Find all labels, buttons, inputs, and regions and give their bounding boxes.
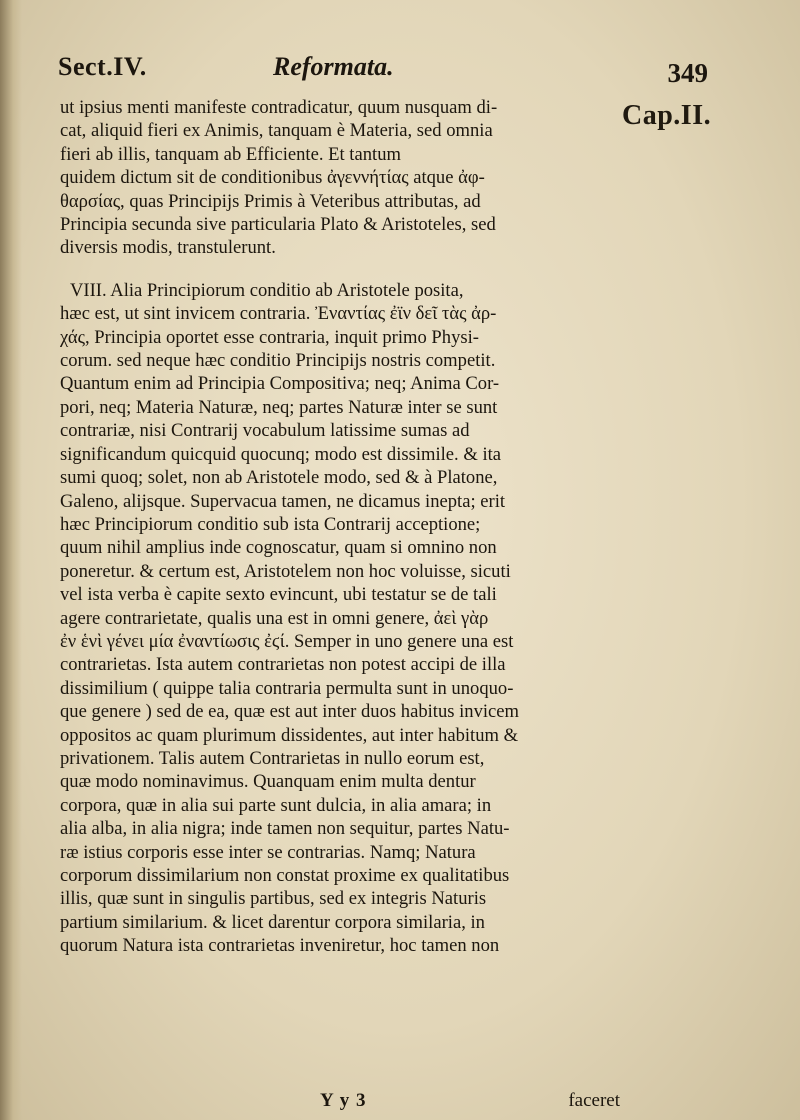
- text-line: Quantum enim ad Principia Compositiva; neq; Anima Cor-: [60, 373, 500, 395]
- text-line: fieri ab illis, tanquam ab Efficiente. Et tantum: [60, 143, 401, 165]
- text-line: partium similarium. & licet darentur corpora similaria, in: [60, 911, 485, 933]
- text-line: ræ istius corporis esse inter se contrarias. Namq; Natura: [60, 841, 476, 863]
- text-line: contrariæ, nisi Contrarij vocabulum latissime sumas ad: [60, 420, 470, 442]
- text-line: hæc Principiorum conditio sub ista Contrarij acceptione;: [60, 513, 481, 535]
- text-line: corum. sed neque hæc conditio Principijs nostris competit.: [60, 350, 496, 372]
- paragraph: [60, 96, 620, 260]
- text-line: sumi quoq; solet, non ab Aristotele modo, sed & à Platone,: [60, 467, 498, 489]
- text-line: illis, quæ sunt in singulis partibus, sed ex integris Naturis: [60, 888, 487, 910]
- text-line: θαρσίας, quas Principijs Primis à Veteribus attributas, ad: [60, 190, 481, 212]
- chapter-marginal-note: Cap.II.: [622, 100, 712, 131]
- text-line: corporum dissimilarium non constat proxime ex qualitatibus: [60, 865, 510, 886]
- text-line: dissimilium ( quippe talia contraria permulta sunt in unoquo-: [60, 677, 514, 699]
- paragraph: [60, 279, 620, 958]
- text-line: significandum quicquid quocunq; modo est dissimile. & ita: [60, 443, 502, 465]
- running-title: Reformata.: [273, 52, 394, 81]
- text-line: χάς, Principia oportet esse contraria, inquit primo Physi-: [60, 326, 479, 348]
- text-line: pori, neq; Materia Naturæ, neq; partes Naturæ inter se sunt: [60, 396, 498, 418]
- text-line: quorum Natura ista contrarietas inveniretur, hoc tamen non: [60, 935, 500, 957]
- text-line: Galeno, alijsque. Supervacua tamen, ne dicamus inepta; erit: [60, 490, 506, 512]
- body-text: [60, 96, 620, 958]
- text-line: alia alba, in alia nigra; inde tamen non sequitur, partes Natu-: [60, 818, 510, 840]
- running-header: [58, 52, 708, 92]
- page-footer: [60, 1090, 620, 1116]
- text-line: cat, aliquid fieri ex Animis, tanquam è Materia, sed omnia: [60, 120, 493, 142]
- text-line: oppositos ac quam plurimum dissidentes, aut inter habitum &: [60, 724, 519, 746]
- page-number: 349: [667, 58, 708, 88]
- text-line: hæc est, ut sint invicem contraria. Ἐναντίας ἐϊν δεῖ τὰς ἀρ-: [60, 303, 497, 325]
- section-label: Sect.IV.: [58, 52, 147, 81]
- text-line: quidem dictum sit de conditionibus ἀγεννήτίας atque ἀφ-: [60, 167, 485, 189]
- text-line: Principia secunda sive particularia Plato & Aristoteles, sed: [60, 214, 496, 236]
- text-line: poneretur. & certum est, Aristotelem non hoc voluisse, sicuti: [60, 560, 511, 582]
- text-line: ut ipsius menti manifeste contradicatur, quum nusquam di-: [60, 97, 498, 118]
- text-line: quæ modo nominavimus. Quanquam enim multa dentur: [60, 771, 476, 793]
- text-line: VIII. Alia Principiorum conditio ab Aristotele posita,: [70, 279, 464, 301]
- page-gutter-shadow: [0, 0, 22, 1120]
- text-line: ἐν ἑνὶ γένει μία ἐναντίωσις ἐϛί. Semper in uno genere una est: [60, 630, 514, 652]
- text-line: agere contrarietate, qualis una est in omni genere, ἀεὶ γὰρ: [60, 607, 489, 629]
- text-line: privationem. Talis autem Contrarietas in nullo eorum est,: [60, 747, 485, 769]
- text-line: diversis modis, transtulerunt.: [60, 237, 276, 259]
- text-line: quum nihil amplius inde cognoscatur, quam si omnino non: [60, 537, 497, 559]
- text-line: vel ista verba è capite sexto evincunt, ubi testatur se de tali: [60, 584, 497, 606]
- text-line: corpora, quæ in alia sui parte sunt dulcia, in alia amara; in: [60, 794, 492, 816]
- catchword: faceret: [568, 1090, 620, 1111]
- signature-mark: Y y 3: [320, 1090, 367, 1111]
- text-line: contrarietas. Ista autem contrarietas non potest accipi de illa: [60, 654, 506, 676]
- text-line: que genere ) sed de ea, quæ est aut inter duos habitus invicem: [60, 701, 520, 723]
